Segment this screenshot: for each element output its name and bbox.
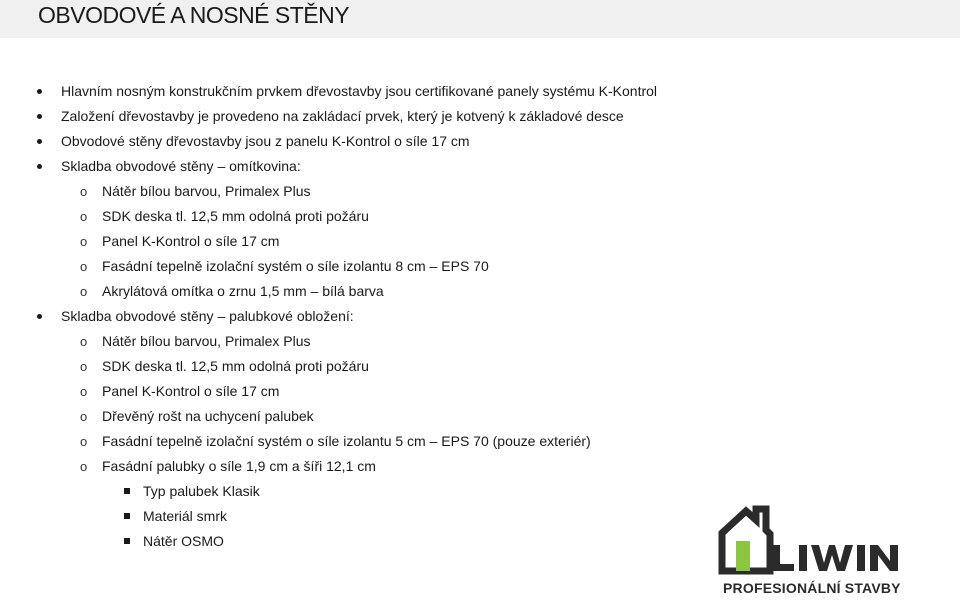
logo-letter-i2-shape [857,545,865,571]
list-item-text: Materiál smrk [143,508,228,524]
list-item-text: Nátěr bílou barvou, Primalex Plus [102,183,311,199]
list-item-text: Skladba obvodové stěny – omítkovina: [61,158,301,174]
list-item [0,79,960,104]
sub-list-item [0,404,960,429]
bullet-square-icon [124,513,130,519]
bullet-dot-icon [37,164,42,169]
list-item-text: Hlavním nosným konstrukčním prvkem dřevostavby jsou certifikované panely systému K-Kontrol [61,83,658,99]
list-item-text: Fasádní tepelně izolační systém o síle izolantu 8 cm – EPS 70 [102,258,489,274]
bullet-circle-icon: o [80,334,88,349]
bullet-circle-icon: o [80,259,88,274]
logo-letter-w-shape [811,545,853,571]
list-item-text: Nátěr bílou barvou, Primalex Plus [102,333,311,349]
sub-list-item [0,429,960,454]
bullet-circle-icon: o [80,359,88,374]
bullet-circle-icon: o [80,184,88,199]
list-item-text: Nátěr OSMO [143,533,224,549]
sub-list-item [0,379,960,404]
list-item-text: Panel K-Kontrol o síle 17 cm [102,233,280,249]
title-bar [0,0,960,38]
bullet-dot-icon [37,139,42,144]
list-item-text: SDK deska tl. 12,5 mm odolná proti požáru [102,208,369,224]
list-item [0,304,960,329]
logo-door-shape [736,541,750,571]
sub-list-item [0,279,960,304]
page-title: OBVODOVÉ A NOSNÉ STĚNY [38,2,350,28]
list-item-text: Založení dřevostavby je provedeno na zakládací prvek, který je kotvený k základové desce [61,108,624,124]
sub-list-item [0,179,960,204]
logo-letter-l-shape [772,545,794,571]
sub-list-item [0,204,960,229]
bullet-circle-icon: o [80,434,88,449]
list-item-text: Obvodové stěny dřevostavby jsou z panelu K-Kontrol o síle 17 cm [61,133,470,149]
bullet-list [0,79,960,554]
list-item-text: Dřevěný rošt na uchycení palubek [102,408,314,424]
list-item-text: Fasádní tepelně izolační systém o síle izolantu 5 cm – EPS 70 (pouze exteriér) [102,433,591,449]
sub-list-item [0,454,960,479]
bullet-square-icon [124,488,130,494]
list-item-text: Akrylátová omítka o zrnu 1,5 mm – bílá barva [102,283,384,299]
logo-letter-n-shape [870,545,898,571]
list-item [0,104,960,129]
list-item [0,129,960,154]
bullet-circle-icon: o [80,459,88,474]
bullet-circle-icon: o [80,284,88,299]
sub-list-item [0,254,960,279]
list-item [0,154,960,179]
logo-letter-i-shape [799,545,807,571]
list-item-text: SDK deska tl. 12,5 mm odolná proti požáru [102,358,369,374]
bullet-dot-icon [37,114,42,119]
bullet-circle-icon: o [80,384,88,399]
bullet-circle-icon: o [80,209,88,224]
list-item-text: Skladba obvodové stěny – palubkové obložení: [61,308,354,324]
bullet-dot-icon [37,314,42,319]
list-item-text: Typ palubek Klasik [143,483,260,499]
sub-list-item [0,229,960,254]
bullet-circle-icon: o [80,234,88,249]
list-item-text: Panel K-Kontrol o síle 17 cm [102,383,280,399]
logo-tagline: PROFESIONÁLNÍ STAVBY [723,580,901,596]
sub-list-item [0,329,960,354]
list-item-text: Fasádní palubky o síle 1,9 cm a šíři 12,1 cm [102,458,376,474]
bullet-square-icon [124,538,130,544]
bullet-circle-icon: o [80,409,88,424]
bullet-dot-icon [37,89,42,94]
sub-list-item [0,354,960,379]
